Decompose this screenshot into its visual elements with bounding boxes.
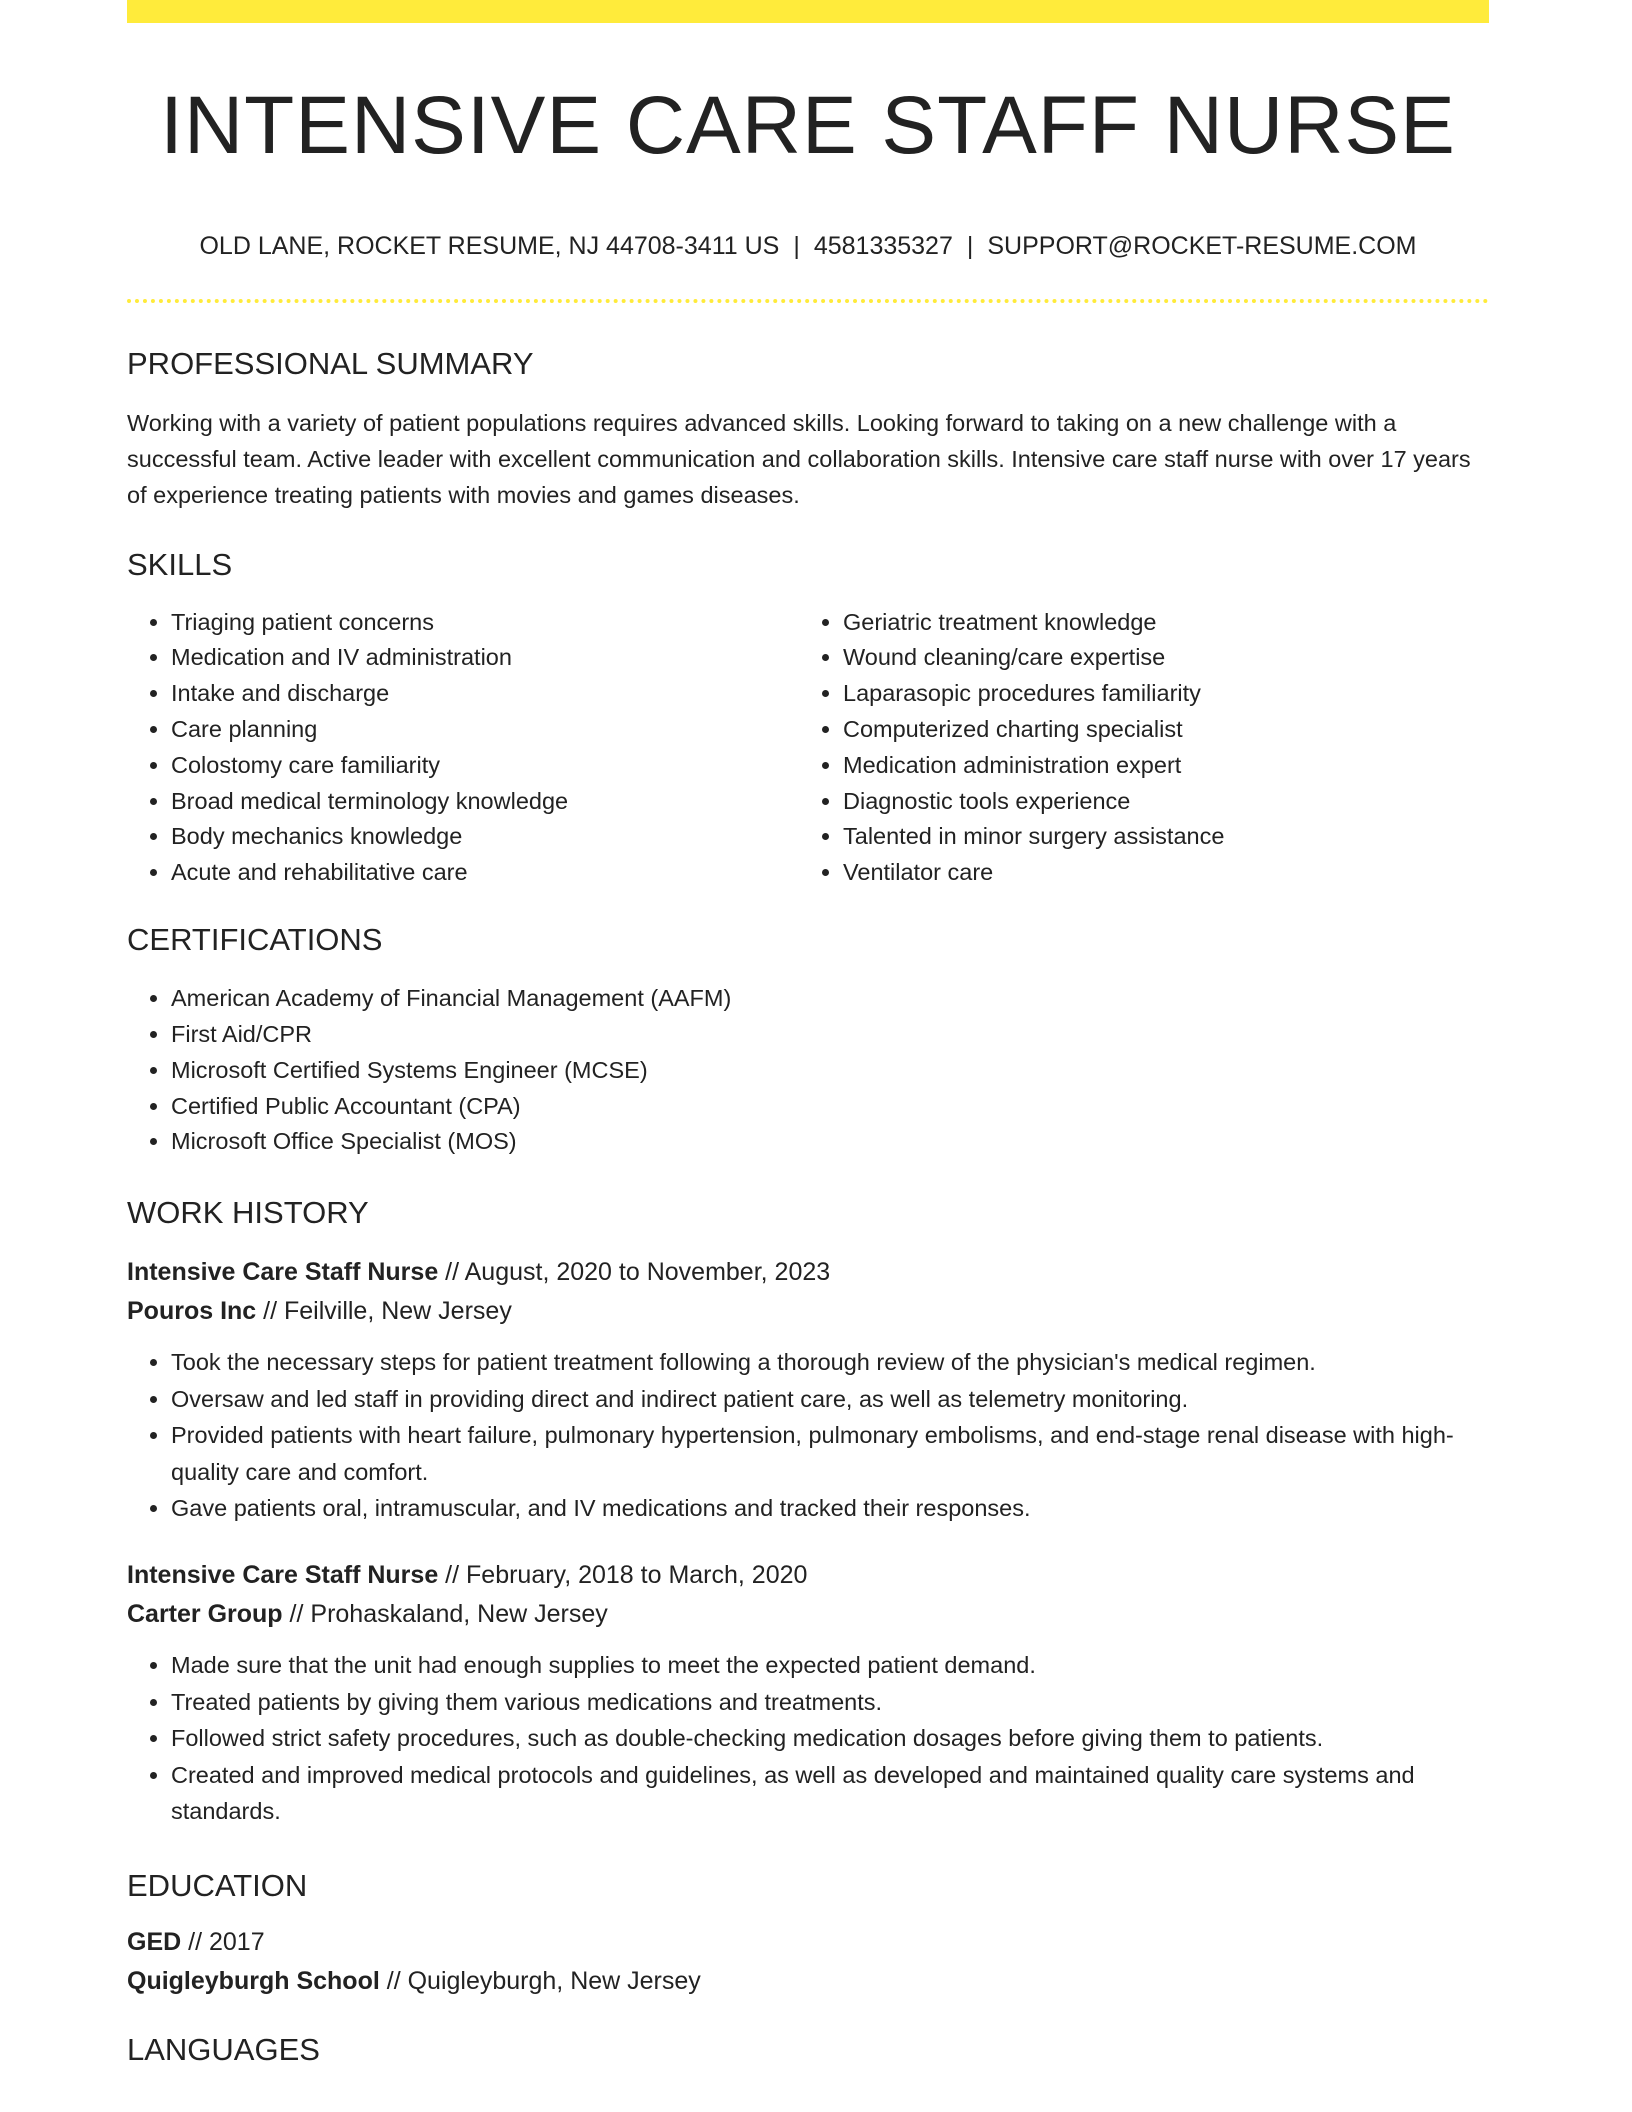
skills-columns — [127, 605, 1489, 891]
education-school-line — [127, 1962, 1489, 2001]
job-dates: August, 2020 to November, 2023 — [464, 1258, 831, 1287]
certifications-list — [127, 981, 1489, 1160]
list-item: • Acute and rehabilitative care — [171, 855, 799, 891]
job-role-line — [127, 1253, 1489, 1292]
list-item: • First Aid/CPR — [171, 1017, 1489, 1053]
job-role: Intensive Care Staff Nurse — [127, 1561, 439, 1590]
certifications-title: CERTIFICATIONS — [127, 921, 383, 957]
job-company: Carter Group — [127, 1600, 283, 1629]
education-degree: GED — [127, 1927, 182, 1956]
list-item: • Ventilator care — [843, 855, 1443, 891]
skills-list-left — [127, 605, 799, 891]
education-degree-line — [127, 1923, 1489, 1962]
skills-title: SKILLS — [127, 547, 233, 583]
education-location: Quigleyburgh, New Jersey — [407, 1966, 701, 1995]
work-history-title: WORK HISTORY — [127, 1195, 369, 1231]
job-company: Pouros Inc — [127, 1297, 257, 1326]
list-item: • Talented in minor surgery assistance — [843, 819, 1443, 855]
languages-title: LANGUAGES — [127, 2031, 320, 2067]
list-item: • Wound cleaning/care expertise — [843, 640, 1443, 676]
list-item: • Medication and IV administration — [171, 640, 799, 676]
list-item: • Microsoft Office Specialist (MOS) — [171, 1124, 1489, 1160]
list-item: • American Academy of Financial Management (AAFM) — [171, 981, 1489, 1017]
job-dates: February, 2018 to March, 2020 — [466, 1561, 808, 1590]
list-item: • Microsoft Certified Systems Engineer (MCSE) — [171, 1053, 1489, 1089]
job-separator: // — [256, 1297, 284, 1326]
contact-separator: | — [793, 232, 800, 261]
list-item: • Diagnostic tools experience — [843, 784, 1443, 820]
list-item: • Made sure that the unit had enough supplies to meet the expected patient demand. — [171, 1647, 1489, 1683]
education-separator: // — [181, 1927, 209, 1956]
list-item: • Medication administration expert — [843, 748, 1443, 784]
list-item: • Computerized charting specialist — [843, 712, 1443, 748]
contact-address: OLD LANE, ROCKET RESUME, NJ 44708-3411 US — [199, 232, 780, 261]
job-company-line — [127, 1595, 1489, 1634]
list-item: • Geriatric treatment knowledge — [843, 605, 1443, 641]
list-item: • Treated patients by giving them various medications and treatments. — [171, 1684, 1489, 1720]
list-item: • Gave patients oral, intramuscular, and IV medications and tracked their responses. — [171, 1490, 1489, 1526]
list-item: • Body mechanics knowledge — [171, 819, 799, 855]
list-item: • Laparasopic procedures familiarity — [843, 676, 1443, 712]
contact-phone: 4581335327 — [813, 232, 953, 261]
list-item: • Created and improved medical protocols and guidelines, as well as developed and maintained quality care systems and standards. — [171, 1757, 1489, 1830]
list-item: • Followed strict safety procedures, such as double-checking medication dosages before giving them to patients. — [171, 1720, 1489, 1756]
candidate-name: INTENSIVE CARE STAFF NURSE — [160, 80, 1456, 171]
education-separator: // — [379, 1966, 408, 1995]
skills-list-right — [799, 605, 1443, 891]
job-separator: // — [438, 1561, 467, 1590]
list-item: • Provided patients with heart failure, pulmonary hypertension, pulmonary embolisms, and end-stage renal disease with high-quality care and comfort. — [171, 1417, 1489, 1490]
resume-content — [127, 23, 1489, 2068]
contact-email: SUPPORT@ROCKET-RESUME.COM — [987, 232, 1417, 261]
contact-separator: | — [966, 232, 974, 261]
list-item: • Colostomy care familiarity — [171, 748, 799, 784]
dotted-divider — [127, 299, 1489, 303]
job-company-line — [127, 1292, 1489, 1331]
list-item: • Intake and discharge — [171, 676, 799, 712]
education-year: 2017 — [208, 1927, 265, 1956]
contact-line — [127, 231, 1489, 261]
list-item: • Certified Public Accountant (CPA) — [171, 1089, 1489, 1125]
job-separator: // — [282, 1600, 311, 1629]
job-location: Prohaskaland, New Jersey — [310, 1600, 608, 1629]
job-role: Intensive Care Staff Nurse — [127, 1258, 439, 1287]
list-item: • Broad medical terminology knowledge — [171, 784, 799, 820]
job-bullets — [127, 1344, 1489, 1526]
list-item: • Oversaw and led staff in providing direct and indirect patient care, as well as telemetry monitoring. — [171, 1381, 1489, 1417]
list-item: • Took the necessary steps for patient treatment following a thorough review of the physician's medical regimen. — [171, 1344, 1489, 1380]
education-school: Quigleyburgh School — [127, 1966, 380, 1995]
job-separator: // — [438, 1258, 465, 1287]
accent-top-bar — [127, 0, 1489, 23]
job-location: Feilville, New Jersey — [283, 1297, 512, 1326]
education-title: EDUCATION — [127, 1868, 308, 1904]
list-item: • Triaging patient concerns — [171, 605, 799, 641]
summary-text: Working with a variety of patient populations requires advanced skills. Looking forward to taking on a new challenge with a successful team. Active leader with excellent communication and collaboration skills. Intensive care staff nurse with over 17 years of experience treating patients with movies and games diseases. — [127, 410, 1471, 509]
list-item: • Care planning — [171, 712, 799, 748]
job-role-line — [127, 1556, 1489, 1595]
job-bullets — [127, 1647, 1489, 1829]
summary-title: PROFESSIONAL SUMMARY — [127, 346, 534, 382]
